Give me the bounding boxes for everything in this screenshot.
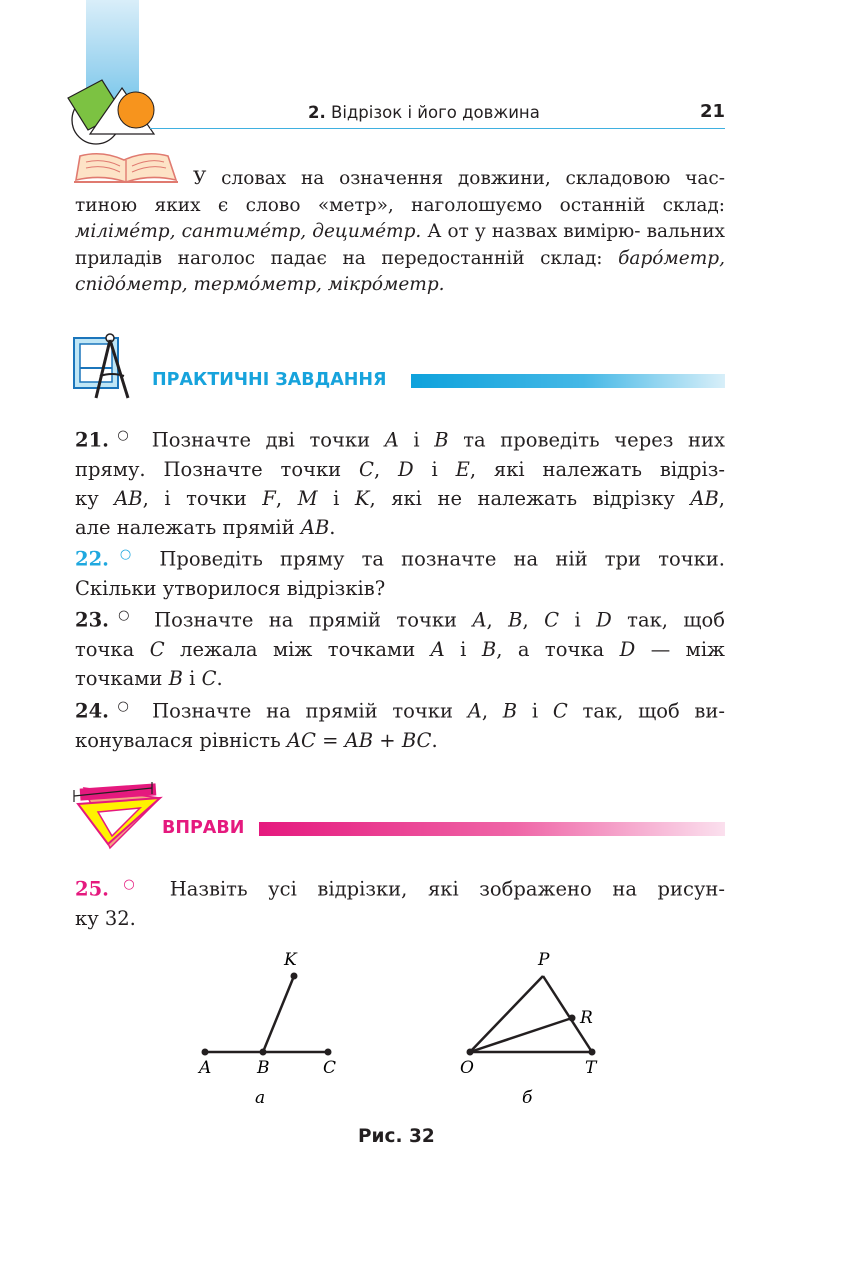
- practice-section-title: ПРАКТИЧНІ ЗАВДАННЯ: [152, 370, 387, 390]
- page-number: 21: [699, 101, 725, 122]
- note-line: А от у назвах вимірю-: [421, 221, 641, 242]
- note-terms: мілімéтр, сантимéтр, децимéтр.: [75, 221, 422, 242]
- subfigure-label-a: а: [255, 1088, 266, 1108]
- task-line: Назвіть усі відрізки, які зображено на рисун-: [169, 877, 726, 901]
- header-logo-shapes: [64, 76, 160, 146]
- running-header: [308, 103, 540, 122]
- task-number: 22.: [75, 547, 109, 571]
- point-o: [467, 1049, 474, 1056]
- figure-32: [180, 940, 630, 1115]
- note-line: вальних приладів наголос падає на передостанній склад:: [75, 221, 725, 269]
- point-k: [291, 973, 298, 980]
- task-line: точками B і C.: [75, 666, 223, 690]
- difficulty-mark: ○: [108, 608, 139, 623]
- point-a: [202, 1049, 209, 1056]
- label-t: T: [585, 1058, 597, 1078]
- compass-ruler-icon: [72, 328, 152, 402]
- difficulty-mark: ○: [108, 428, 138, 443]
- chapter-title: Відрізок і його довжина: [331, 103, 540, 122]
- exercises-section-title: ВПРАВИ: [162, 818, 245, 838]
- subfigure-label-b: б: [522, 1088, 533, 1108]
- label-c: C: [323, 1058, 337, 1078]
- figure-caption: Рис. 32: [358, 1126, 435, 1147]
- point-r: [569, 1015, 576, 1022]
- task-22: [75, 540, 725, 603]
- label-k: K: [284, 950, 297, 970]
- task-line: пряму. Позначте точки C, D і E, які належать відріз-: [75, 457, 726, 481]
- figure-32b: [460, 950, 598, 1108]
- difficulty-mark: ○: [108, 877, 150, 892]
- task-line: Скільки утворилося відрізків?: [75, 576, 386, 600]
- note-line: У словах на означення довжини, складовою час-: [193, 168, 725, 189]
- figure-32a: [197, 950, 336, 1108]
- label-r: R: [580, 1008, 593, 1028]
- triangle-ruler-icon: [70, 778, 166, 852]
- task-23: [75, 601, 725, 693]
- note-terms: барóметр, спідóметр, термóметр, мікрóметр.: [75, 247, 725, 295]
- task-number: 21.: [75, 428, 109, 452]
- task-number: 24.: [75, 699, 109, 723]
- task-line: ку 32.: [75, 906, 136, 930]
- task-line: точка C лежала між точками A і B, а точка D — між: [75, 637, 726, 661]
- task-line: ку AB, і точки F, M і K, які не належать відрізку AB,: [75, 486, 725, 510]
- task-line: Позначте дві точки A і B та проведіть через них: [151, 428, 725, 452]
- task-number: 23.: [75, 608, 109, 632]
- label-o: O: [460, 1058, 474, 1078]
- task-number: 25.: [75, 877, 109, 901]
- note-line: тиною яких є слово «метр», наголошуємо останній склад:: [75, 194, 725, 216]
- practice-title-bar: [411, 374, 725, 388]
- note-text: [75, 166, 725, 299]
- difficulty-mark: ○: [108, 699, 138, 714]
- task-21: [75, 421, 725, 542]
- task-line: але належать прямій AB.: [75, 515, 336, 539]
- label-p: P: [538, 950, 550, 970]
- header-rule: [150, 128, 725, 129]
- label-a: A: [199, 1058, 212, 1078]
- chapter-number: 2.: [308, 103, 326, 122]
- task-line: конувалася рівність AC = AB + BC.: [75, 728, 438, 752]
- task-25: [75, 870, 725, 933]
- exercises-title-bar: [259, 822, 725, 836]
- point-c: [325, 1049, 332, 1056]
- point-t: [589, 1049, 596, 1056]
- task-line: Позначте на прямій точки A, B, C і D так, щоб: [154, 608, 726, 632]
- label-b: B: [257, 1058, 270, 1078]
- task-line: Проведіть пряму та позначте на ній три точки.: [159, 547, 726, 571]
- task-24: [75, 692, 725, 755]
- task-line: Позначте на прямій точки A, B і C так, щоб ви-: [152, 699, 725, 723]
- point-b: [260, 1049, 267, 1056]
- difficulty-mark: ○: [108, 547, 143, 562]
